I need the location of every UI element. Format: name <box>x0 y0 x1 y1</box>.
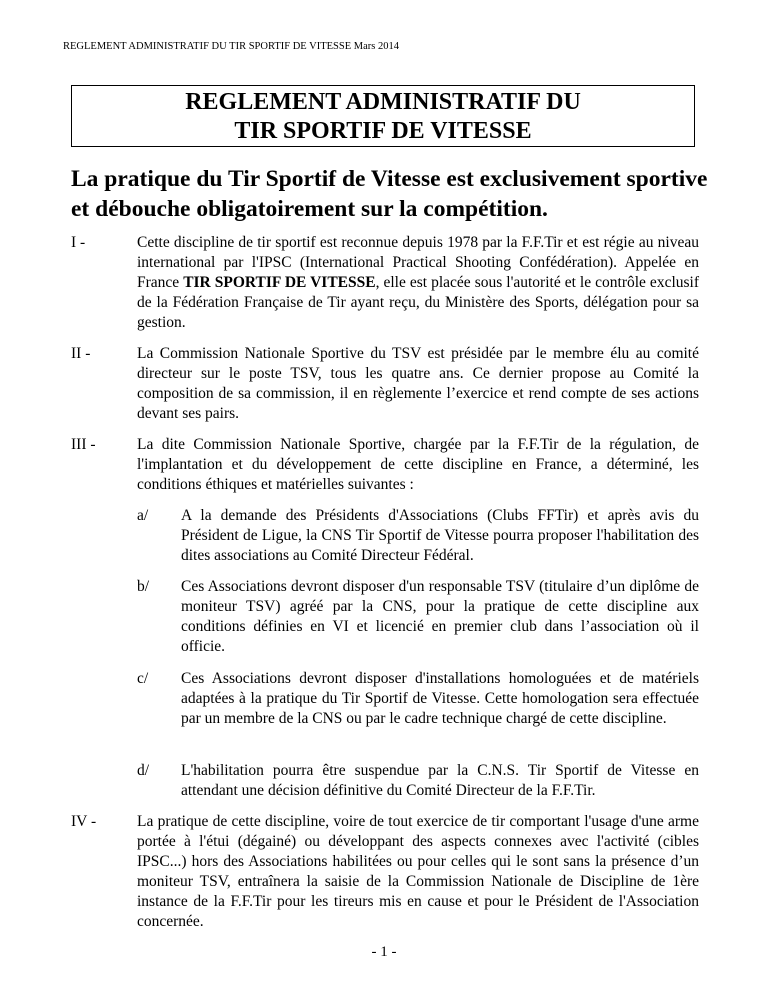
page-number: - 1 - <box>371 944 397 960</box>
subsection-letter: b/ <box>137 578 150 595</box>
section-number: II - <box>71 345 91 362</box>
section-1 <box>71 233 699 333</box>
intro-statement: La pratique du Tir Sportif de Vitesse est exclusivement sportive et débouche obligatoirement sur la compétition. <box>71 166 708 222</box>
subsection-d <box>137 761 699 801</box>
section-text-part: , elle est placée sous l'autorité et le contrôle exclusif de la Fédération Française de Tir ayant reçu, du Ministère des Sports, délégation pour sa gestion. <box>137 274 699 331</box>
subsection-text: Ces Associations devront disposer d'installations homologuées et de matériels adaptées à la pratique du Tir Sportif de Vitesse. Cette homologation sera effectuée par un membre de la CNS ou par le cadre technique chargé de cette discipline. <box>181 670 699 727</box>
section-text-part: Cette discipline de tir sportif est reconnue depuis 1978 par la F.F.Tir et est régie au niveau international par l'IPSC (International Practical Shooting Confédération). Appelée en France <box>137 234 699 291</box>
document-title-line-2: TIR SPORTIF DE VITESSE <box>234 118 532 144</box>
subsection-letter: c/ <box>137 670 149 687</box>
section-3 <box>71 435 699 495</box>
subsection-text: L'habilitation pourra être suspendue par la C.N.S. Tir Sportif de Vitesse en attendant une décision définitive du Comité Directeur de la F.F.Tir. <box>181 762 699 799</box>
section-text: La Commission Nationale Sportive du TSV est présidée par le membre élu au comité directeur sur le poste TSV, tous les quatre ans. Ce dernier propose au Comité la composition de sa commission, il en règlemente l’exercice et rend compte de ses actions devant ses pairs. <box>137 345 699 422</box>
subsection-text: A la demande des Présidents d'Associations (Clubs FFTir) et après avis du Président de Ligue, la CNS Tir Sportif de Vitesse pourra proposer l'habilitation des dites associations au Comité Directeur Fédéral. <box>181 507 699 564</box>
section-text: La pratique de cette discipline, voire de tout exercice de tir comportant l'usage d'une arme portée à l'étui (dégainé) ou développant des aspects connexes avec l'activité (cibles IPSC...) hors des Associations habilitées ou pour celles qui le sont sans la présence d’un moniteur TSV, entraînera la saisie de la Commission Nationale de Discipline de 1ère instance de la F.F.Tir pour les tireurs mis en cause et pour le Président de l'Association concernée. <box>137 813 699 930</box>
subsection-b <box>137 577 699 657</box>
subsection-a <box>137 506 699 566</box>
section-2 <box>71 344 699 424</box>
section-text <box>137 233 699 333</box>
section-number: IV - <box>71 813 97 830</box>
subsection-text: Ces Associations devront disposer d'un responsable TSV (titulaire d’un diplôme de moniteur TSV) agréé par la CNS, pour la pratique de cette discipline aux conditions définies en VI et licencié en premier club dans l’association où il officie. <box>181 578 699 655</box>
section-number: I - <box>71 234 86 251</box>
section-text: La dite Commission Nationale Sportive, chargée par la F.F.Tir de la régulation, de l'implantation et du développement de cette discipline en France, a déterminé, les conditions éthiques et matérielles suivantes : <box>137 436 699 493</box>
section-number: III - <box>71 436 96 453</box>
section-text-bold: TIR SPORTIF DE VITESSE <box>183 274 376 291</box>
subsection-letter: d/ <box>137 762 150 779</box>
section-4 <box>71 812 699 932</box>
document-title-box <box>71 85 695 147</box>
running-header: REGLEMENT ADMINISTRATIF DU TIR SPORTIF DE VITESSE Mars 2014 <box>63 41 399 52</box>
subsection-c <box>137 669 699 729</box>
subsection-letter: a/ <box>137 507 149 524</box>
document-title-line-1: REGLEMENT ADMINISTRATIF DU <box>185 89 581 115</box>
